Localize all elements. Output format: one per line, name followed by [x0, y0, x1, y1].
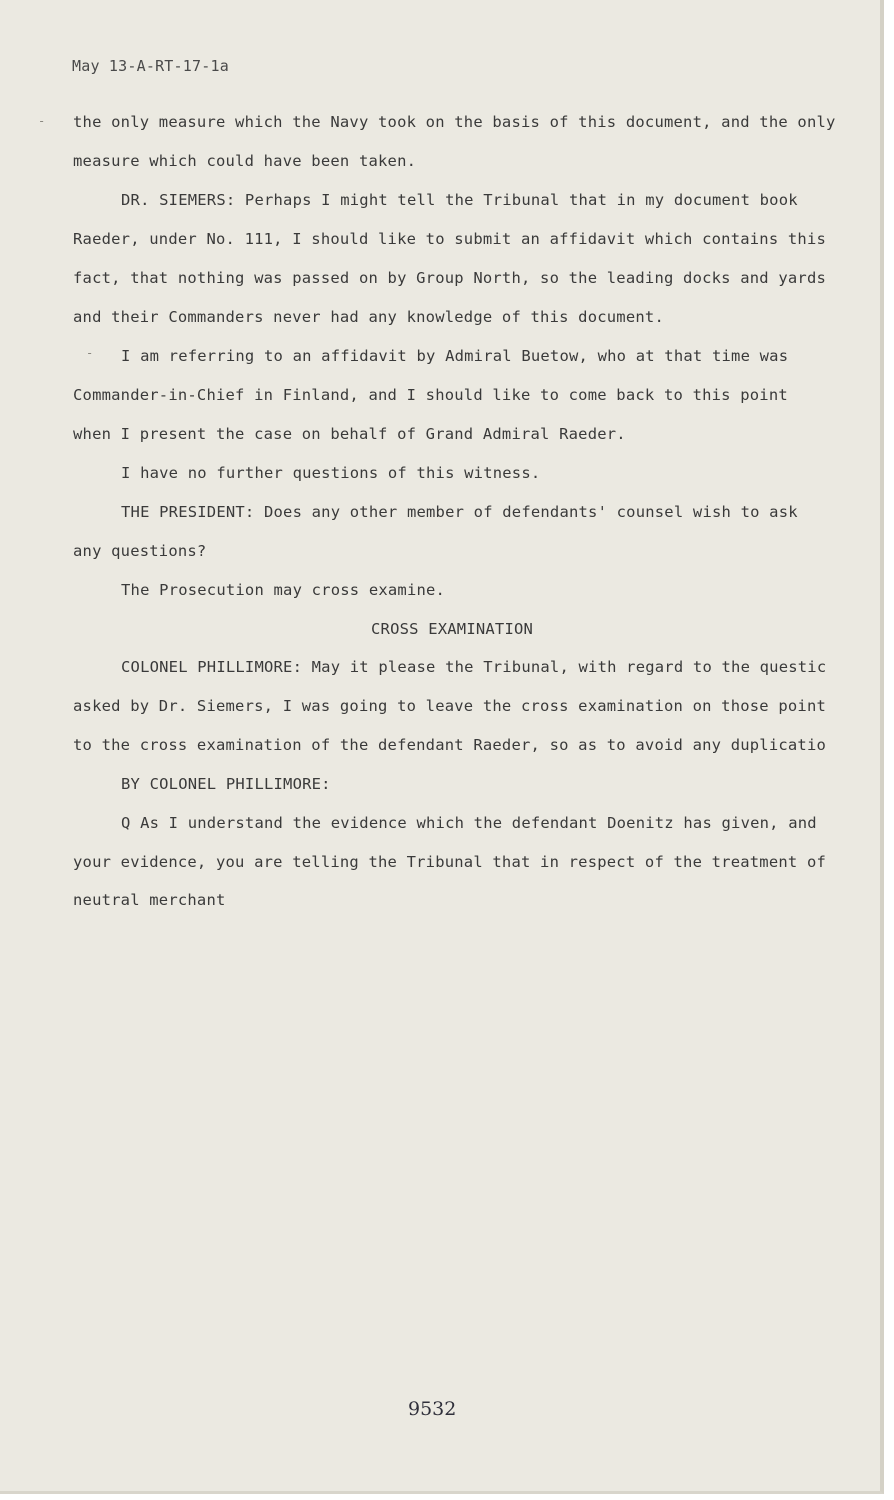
section-heading: CROSS EXAMINATION — [371, 620, 534, 638]
text-line: and their Commanders never had any knowledge of this document. — [73, 308, 664, 326]
text-line: the only measure which the Navy took on the basis of this document, and the only — [73, 113, 836, 131]
text-line: Q As I understand the evidence which the defendant Doenitz has given, and — [121, 814, 817, 832]
text-line: I have no further questions of this witness. — [121, 464, 541, 482]
text-line: any questions? — [73, 542, 207, 560]
text-line: neutral merchant — [73, 891, 226, 909]
text-line: Raeder, under No. 111, I should like to submit an affidavit which contains this — [73, 230, 827, 248]
text-line: measure which could have been taken. — [73, 152, 417, 170]
text-line: BY COLONEL PHILLIMORE: — [121, 775, 331, 793]
text-line: to the cross examination of the defendant Raeder, so as to avoid any duplicatio — [73, 736, 827, 754]
margin-tick-mark: - — [38, 114, 46, 128]
text-line: Commander-in-Chief in Finland, and I should like to come back to this point — [73, 386, 788, 404]
text-line: I am referring to an affidavit by Admiral Buetow, who at that time was — [121, 347, 789, 365]
page-number: 9532 — [408, 1398, 457, 1420]
text-line: COLONEL PHILLIMORE: May it please the Tribunal, with regard to the questic — [121, 658, 827, 676]
text-line: when I present the case on behalf of Grand Admiral Raeder. — [73, 425, 626, 443]
text-line: DR. SIEMERS: Perhaps I might tell the Tribunal that in my document book — [121, 191, 798, 209]
margin-tick-mark: - — [86, 346, 94, 360]
page-header: May 13-A-RT-17-1a — [72, 57, 229, 75]
text-line: The Prosecution may cross examine. — [121, 581, 446, 599]
text-line: asked by Dr. Siemers, I was going to leave the cross examination on those point — [73, 697, 827, 715]
text-line: your evidence, you are telling the Tribunal that in respect of the treatment of — [73, 853, 827, 871]
text-line: fact, that nothing was passed on by Group North, so the leading docks and yards — [73, 269, 827, 287]
text-line: THE PRESIDENT: Does any other member of defendants' counsel wish to ask — [121, 503, 798, 521]
